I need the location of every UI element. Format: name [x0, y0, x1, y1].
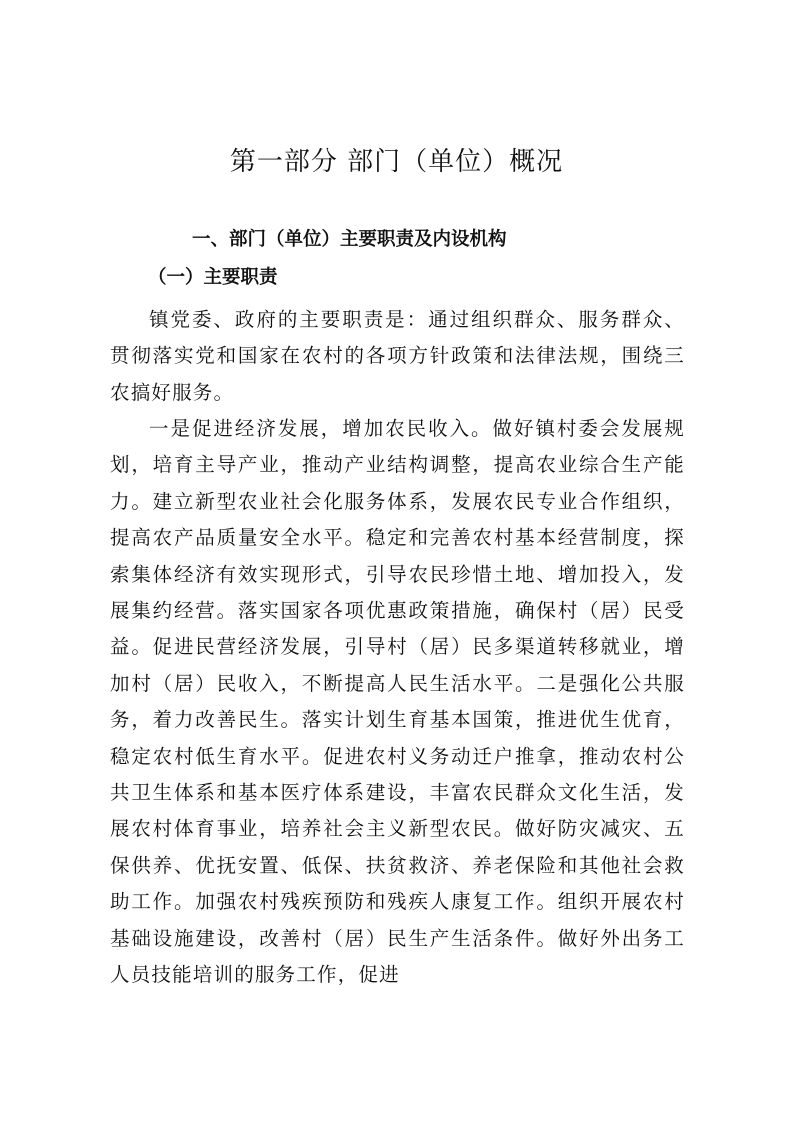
- page-title: 第一部分 部门（单位）概况: [229, 147, 564, 177]
- paragraph-main-duties: 镇党委、政府的主要职责是：通过组织群众、服务群众、贯彻落实党和国家在农村的各项方针政策和法律法规，围绕三农搞好服务。: [110, 308, 685, 404]
- section-heading: 一、部门（单位）主要职责及内设机构: [192, 229, 507, 250]
- paragraph-duty-details: 一是促进经济发展，增加农民收入。做好镇村委会发展规划，培育主导产业，推动产业结构调整，提高农业综合生产能力。建立新型农业社会化服务体系，发展农民专业合作组织，提高农产品质量安全水平。稳定和完善农村基本经营制度，探索集体经济有效实现形式，引导农民珍惜土地、增加投入，发展集约经营。落实国家各项优惠政策措施，确保村（居）民受益。促进民营经济发展，引导村（居）民多渠道转移就业，增加村（居）民收入，不断提高人民生活水平。二是强化公共服务，着力改善民生。落实计划生育基本国策，推进优生优育，稳定农村低生育水平。促进农村义务动迁户推拿，推动农村公共卫生体系和基本医疗体系建设，丰富农民群众文化生活，发展农村体育事业，培养社会主义新型农民。做好防灾减灾、五保供养、优抚安置、低保、扶贫救济、养老保险和其他社会救助工作。加强农村残疾预防和残疾人康复工作。组织开展农村基础设施建设，改善村（居）民生产生活条件。做好外出务工人员技能培训的服务工作，促进: [110, 417, 685, 987]
- subsection-heading: （一）主要职责: [148, 267, 278, 288]
